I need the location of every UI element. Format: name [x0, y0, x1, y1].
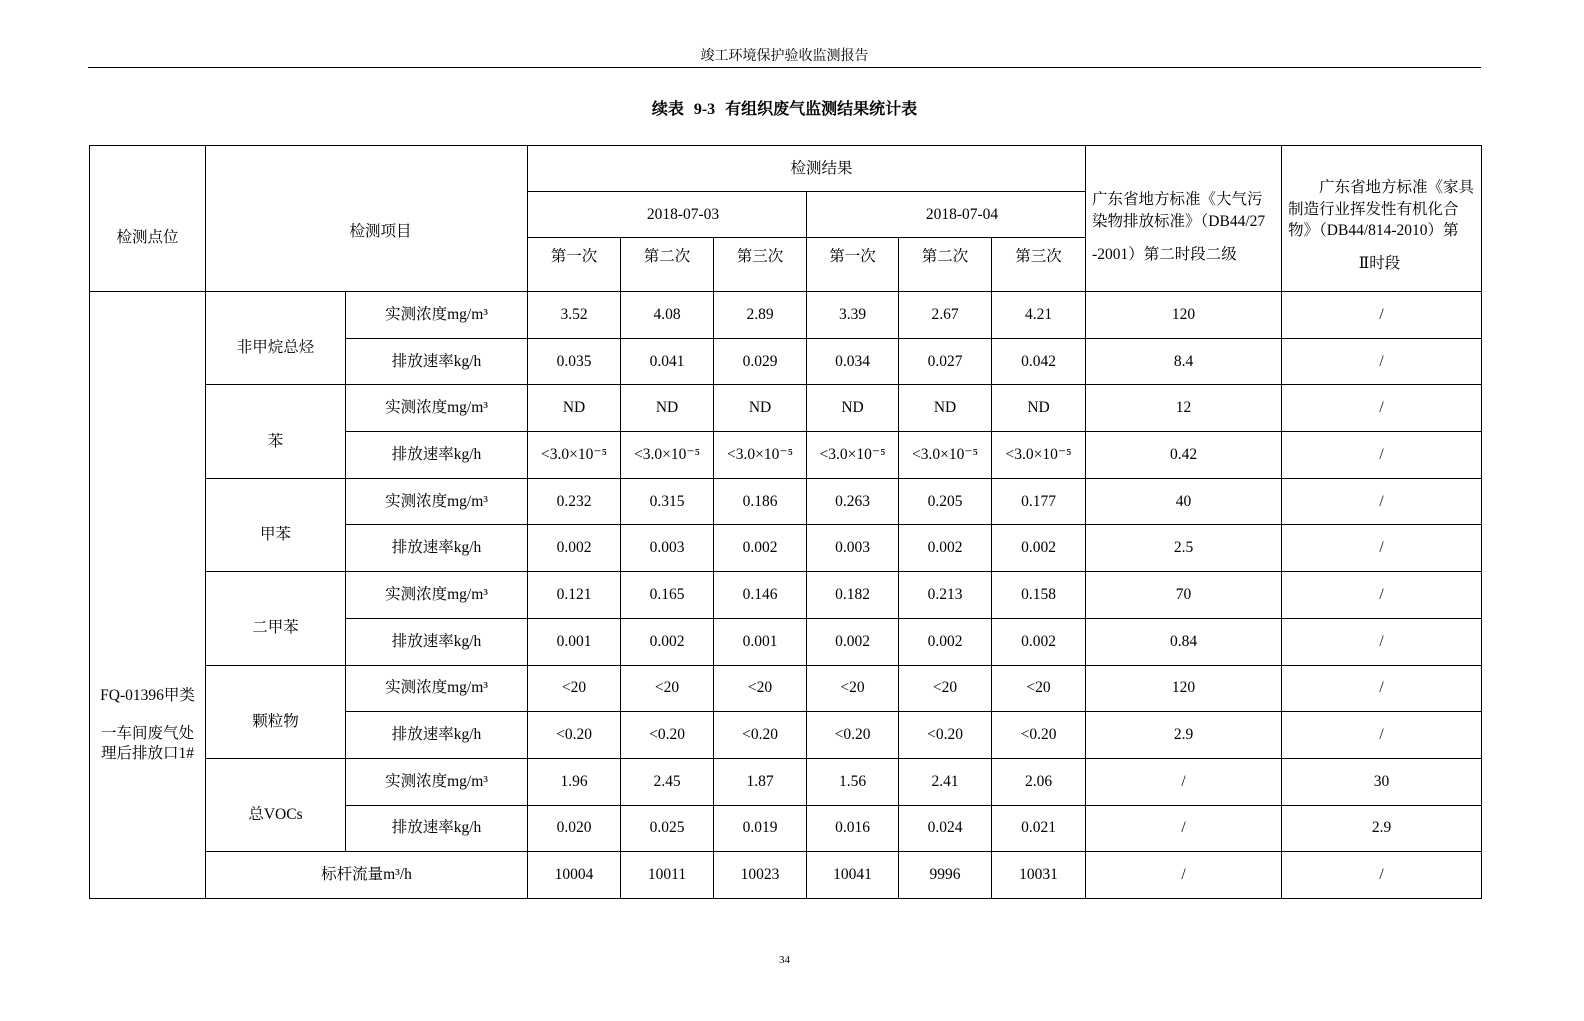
standard-line: 物》（DB44/814-2010）第 [1288, 222, 1459, 239]
result-value: 0.121 [528, 572, 621, 619]
parameter-label: 实测浓度mg/m³ [346, 385, 528, 432]
result-value: 0.003 [807, 525, 899, 572]
result-value: 1.56 [807, 758, 899, 805]
table-row [90, 758, 1482, 805]
result-value: <0.20 [528, 712, 621, 759]
page-number: 34 [779, 954, 790, 966]
pollutant-name: 颗粒物 [206, 665, 346, 758]
result-value: ND [714, 385, 807, 432]
result-value: 0.263 [807, 478, 899, 525]
header-date: 2018-07-03 [528, 192, 807, 238]
parameter-label: 实测浓度mg/m³ [346, 665, 528, 712]
result-value: 0.041 [621, 338, 714, 385]
pollutant-name: 总VOCs [206, 758, 346, 851]
result-value: <3.0×10⁻⁵ [992, 432, 1086, 479]
result-value: 0.002 [714, 525, 807, 572]
location-line: 一车间废气处 [100, 725, 194, 742]
standard-db44-814-limit: / [1282, 665, 1482, 712]
table-row [90, 665, 1482, 712]
result-value: 0.027 [899, 338, 992, 385]
standard-db44-814-limit: / [1282, 385, 1482, 432]
standard-db44-814-limit: / [1282, 338, 1482, 385]
result-value: <20 [807, 665, 899, 712]
result-value: 0.025 [621, 805, 714, 852]
result-value: 1.96 [528, 758, 621, 805]
result-value: 2.41 [899, 758, 992, 805]
result-value: 0.019 [714, 805, 807, 852]
result-value: 3.52 [528, 292, 621, 339]
result-value: 0.002 [899, 525, 992, 572]
result-value: 0.002 [528, 525, 621, 572]
standard-db44-27-limit: 0.42 [1086, 432, 1282, 479]
result-value: <3.0×10⁻⁵ [714, 432, 807, 479]
pollutant-name: 甲苯 [206, 478, 346, 571]
result-value: 0.182 [807, 572, 899, 619]
result-value: 0.020 [528, 805, 621, 852]
standard-db44-814-limit: / [1282, 852, 1482, 899]
table-row [90, 292, 1482, 339]
header-row [90, 146, 1482, 192]
result-value: 0.002 [899, 618, 992, 665]
header-run: 第二次 [621, 238, 714, 292]
header-run: 第二次 [899, 238, 992, 292]
result-value: 0.158 [992, 572, 1086, 619]
standard-db44-27-limit: 120 [1086, 292, 1282, 339]
parameter-label: 排放速率kg/h [346, 712, 528, 759]
parameter-label: 实测浓度mg/m³ [346, 758, 528, 805]
pollutant-name: 二甲苯 [206, 572, 346, 665]
report-header-title: 竣工环境保护验收监测报告 [700, 49, 869, 64]
result-value: 2.89 [714, 292, 807, 339]
result-value: 0.186 [714, 478, 807, 525]
result-value: <3.0×10⁻⁵ [807, 432, 899, 479]
result-value: ND [807, 385, 899, 432]
result-value: 0.165 [621, 572, 714, 619]
result-value: 0.002 [992, 525, 1086, 572]
report-header-rule [88, 67, 1481, 68]
standard-db44-27-limit: 12 [1086, 385, 1282, 432]
standard-line: Ⅱ时段 [1358, 254, 1401, 272]
standard-db44-27-limit: 2.5 [1086, 525, 1282, 572]
result-value: 0.021 [992, 805, 1086, 852]
standard-line: 广东省地方标准《大气污 [1092, 191, 1263, 208]
result-value: <20 [714, 665, 807, 712]
result-value: 0.001 [528, 618, 621, 665]
header-run: 第一次 [807, 238, 899, 292]
result-value: 0.002 [621, 618, 714, 665]
result-value: 0.024 [899, 805, 992, 852]
result-value: 0.177 [992, 478, 1086, 525]
location-line: FQ-01396甲类 [100, 687, 195, 704]
table-row [90, 478, 1482, 525]
result-value: 0.034 [807, 338, 899, 385]
table-body [90, 292, 1482, 899]
table-head [90, 146, 1482, 292]
pollutant-name: 非甲烷总烃 [206, 292, 346, 385]
table-row [90, 385, 1482, 432]
standard-line: -2001）第二时段二级 [1092, 246, 1237, 263]
standard-db44-814-limit: / [1282, 525, 1482, 572]
result-value: ND [899, 385, 992, 432]
table-row [90, 852, 1482, 899]
parameter-label: 实测浓度mg/m³ [346, 292, 528, 339]
standard-db44-27-limit: / [1086, 805, 1282, 852]
standard-db44-27-limit: 8.4 [1086, 338, 1282, 385]
standard-line: 广东省地方标准《家具 [1319, 179, 1475, 196]
standard-db44-814-limit: / [1282, 618, 1482, 665]
standard-db44-814-limit: / [1282, 292, 1482, 339]
standard-db44-814-limit: / [1282, 432, 1482, 479]
parameter-label: 排放速率kg/h [346, 338, 528, 385]
result-value: <3.0×10⁻⁵ [899, 432, 992, 479]
standard-db44-27-limit: / [1086, 758, 1282, 805]
result-value: <20 [621, 665, 714, 712]
header-test-item: 检测项目 [206, 146, 528, 292]
flow-rate-value: 10004 [528, 852, 621, 899]
standard-db44-814-limit: / [1282, 572, 1482, 619]
flow-rate-value: 10011 [621, 852, 714, 899]
result-value: <3.0×10⁻⁵ [528, 432, 621, 479]
standard-db44-27-limit: 2.9 [1086, 712, 1282, 759]
result-value: 3.39 [807, 292, 899, 339]
result-value: ND [992, 385, 1086, 432]
result-value: 0.002 [992, 618, 1086, 665]
standard-db44-27-limit: / [1086, 852, 1282, 899]
flow-rate-label: 标杆流量m³/h [206, 852, 528, 899]
result-value: <20 [992, 665, 1086, 712]
header-location: 检测点位 [90, 146, 206, 292]
result-value: 1.87 [714, 758, 807, 805]
parameter-label: 排放速率kg/h [346, 805, 528, 852]
flow-rate-value: 10031 [992, 852, 1086, 899]
result-value: 0.002 [807, 618, 899, 665]
standard-db44-814-limit: / [1282, 478, 1482, 525]
result-value: <0.20 [992, 712, 1086, 759]
flow-rate-value: 10041 [807, 852, 899, 899]
result-value: 2.67 [899, 292, 992, 339]
standard-line: 制造行业挥发性有机化合 [1288, 200, 1459, 218]
result-value: 4.08 [621, 292, 714, 339]
parameter-label: 排放速率kg/h [346, 432, 528, 479]
result-value: <0.20 [807, 712, 899, 759]
flow-rate-value: 10023 [714, 852, 807, 899]
result-value: 0.042 [992, 338, 1086, 385]
parameter-label: 实测浓度mg/m³ [346, 572, 528, 619]
standard-db44-814-limit: 30 [1282, 758, 1482, 805]
pollutant-name: 苯 [206, 385, 346, 478]
result-value: 0.003 [621, 525, 714, 572]
table-row [90, 572, 1482, 619]
flow-rate-value: 9996 [899, 852, 992, 899]
monitoring-results-table [89, 145, 1482, 899]
standard-db44-27-limit: 40 [1086, 478, 1282, 525]
result-value: ND [621, 385, 714, 432]
header-test-results: 检测结果 [528, 146, 1086, 192]
header-date: 2018-07-04 [807, 192, 1086, 238]
header-standard-db44-27 [1086, 146, 1282, 292]
result-value: 0.001 [714, 618, 807, 665]
result-value: ND [528, 385, 621, 432]
standard-line: 染物排放标准》（DB44/27 [1092, 213, 1266, 230]
result-value: 2.06 [992, 758, 1086, 805]
table-title: 续表 9-3 有组织废气监测结果统计表 [651, 101, 918, 118]
header-run: 第三次 [714, 238, 807, 292]
result-value: 0.205 [899, 478, 992, 525]
location-line: 理后排放口1# [100, 745, 194, 762]
result-value: <20 [899, 665, 992, 712]
header-run: 第三次 [992, 238, 1086, 292]
standard-db44-27-limit: 0.84 [1086, 618, 1282, 665]
result-value: 0.315 [621, 478, 714, 525]
parameter-label: 排放速率kg/h [346, 618, 528, 665]
standard-db44-27-limit: 70 [1086, 572, 1282, 619]
result-value: 0.029 [714, 338, 807, 385]
result-value: 0.213 [899, 572, 992, 619]
result-value: <20 [528, 665, 621, 712]
result-value: <0.20 [621, 712, 714, 759]
result-value: 0.146 [714, 572, 807, 619]
result-value: <3.0×10⁻⁵ [621, 432, 714, 479]
parameter-label: 实测浓度mg/m³ [346, 478, 528, 525]
standard-db44-814-limit: 2.9 [1282, 805, 1482, 852]
parameter-label: 排放速率kg/h [346, 525, 528, 572]
result-value: 4.21 [992, 292, 1086, 339]
monitoring-point-cell [90, 292, 206, 899]
result-value: <0.20 [899, 712, 992, 759]
result-value: 0.035 [528, 338, 621, 385]
result-value: 0.232 [528, 478, 621, 525]
header-run: 第一次 [528, 238, 621, 292]
result-value: 0.016 [807, 805, 899, 852]
result-value: <0.20 [714, 712, 807, 759]
standard-db44-814-limit: / [1282, 712, 1482, 759]
header-standard-db44-814 [1282, 146, 1482, 292]
standard-db44-27-limit: 120 [1086, 665, 1282, 712]
result-value: 2.45 [621, 758, 714, 805]
